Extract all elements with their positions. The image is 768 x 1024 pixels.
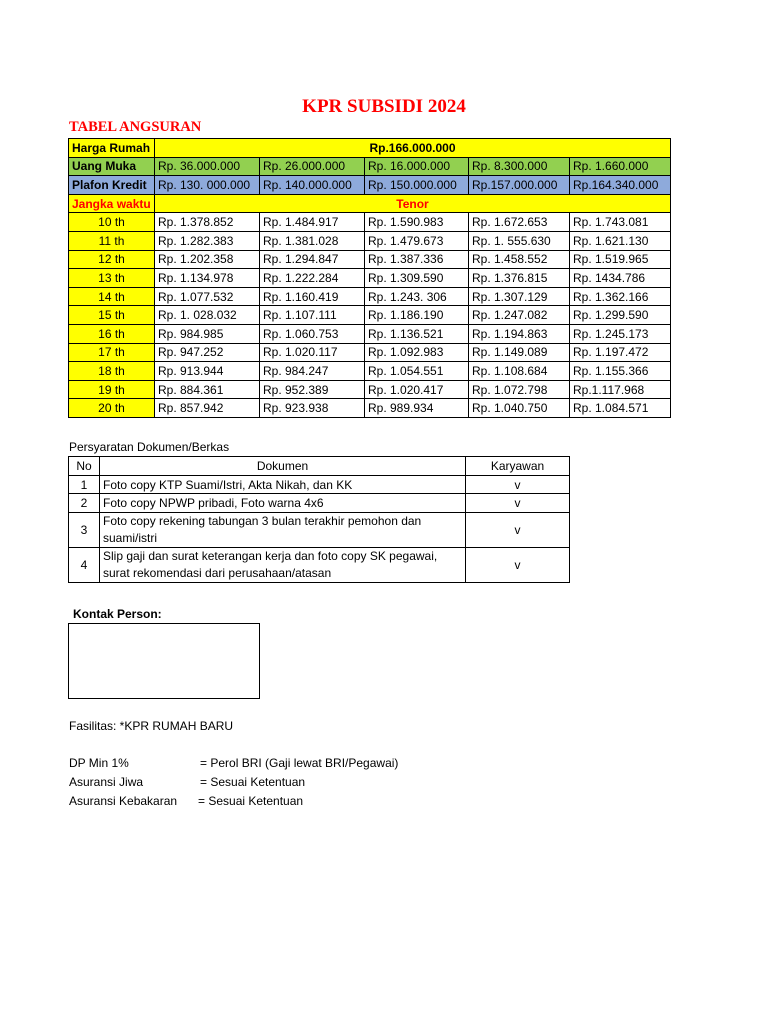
- angsuran-cell: Rp. 984.985: [155, 324, 260, 343]
- angsuran-cell: Rp. 1.040.750: [469, 399, 570, 418]
- plafon-cell: Rp. 150.000.000: [365, 176, 469, 195]
- fasilitas-item-value: = Sesuai Ketentuan: [200, 775, 306, 789]
- tenor-term: 18 th: [69, 362, 155, 381]
- angsuran-cell: Rp. 1.155.366: [570, 362, 671, 381]
- angsuran-cell: Rp. 1.294.847: [260, 250, 365, 269]
- dokumen-no: 2: [69, 494, 100, 513]
- angsuran-cell: Rp. 1.484.917: [260, 213, 365, 232]
- tenor-row: [69, 250, 671, 269]
- angsuran-cell: Rp. 1434.786: [570, 269, 671, 288]
- tenor-row: [69, 269, 671, 288]
- fasilitas-item-value: = Sesuai Ketentuan: [198, 794, 304, 808]
- dokumen-no: 3: [69, 513, 100, 548]
- angsuran-cell: Rp. 1.077.532: [155, 287, 260, 306]
- angsuran-cell: Rp. 1.621.130: [570, 231, 671, 250]
- angsuran-cell: Rp. 1.307.129: [469, 287, 570, 306]
- angsuran-body: [69, 213, 671, 418]
- dokumen-header-row: [69, 457, 570, 476]
- angsuran-cell: Rp. 1.479.673: [365, 231, 469, 250]
- plafon-cell: Rp. 140.000.000: [260, 176, 365, 195]
- dokumen-row: [69, 494, 570, 513]
- angsuran-cell: Rp. 1.149.089: [469, 343, 570, 362]
- angsuran-cell: Rp. 913.944: [155, 362, 260, 381]
- uang-muka-cell: Rp. 1.660.000: [570, 157, 671, 176]
- angsuran-cell: Rp. 1.282.383: [155, 231, 260, 250]
- jangka-row: [69, 194, 671, 213]
- angsuran-cell: Rp. 1.072.798: [469, 380, 570, 399]
- angsuran-cell: Rp. 1.247.082: [469, 306, 570, 325]
- dokumen-text: Foto copy rekening tabungan 3 bulan terakhir pemohon dan suami/istri: [100, 513, 466, 548]
- harga-rumah-label: Harga Rumah: [69, 139, 155, 158]
- tenor-term: 14 th: [69, 287, 155, 306]
- plafon-cell: Rp. 130. 000.000: [155, 176, 260, 195]
- plafon-label: Plafon Kredit: [69, 176, 155, 195]
- angsuran-cell: Rp. 1.054.551: [365, 362, 469, 381]
- angsuran-cell: Rp. 1.134.978: [155, 269, 260, 288]
- tenor-row: [69, 343, 671, 362]
- angsuran-cell: Rp. 1.186.190: [365, 306, 469, 325]
- dokumen-row: [69, 475, 570, 494]
- angsuran-cell: Rp. 1.084.571: [570, 399, 671, 418]
- angsuran-cell: Rp. 984.247: [260, 362, 365, 381]
- angsuran-cell: Rp. 1. 028.032: [155, 306, 260, 325]
- header-no: No: [69, 457, 100, 476]
- plafon-row: [69, 176, 671, 195]
- tenor-row: [69, 306, 671, 325]
- kontak-title: Kontak Person:: [73, 607, 162, 621]
- dokumen-text: Slip gaji dan surat keterangan kerja dan foto copy SK pegawai, surat rekomendasi dari perusahaan/atasan: [100, 548, 466, 583]
- tenor-term: 11 th: [69, 231, 155, 250]
- header-karyawan: Karyawan: [466, 457, 570, 476]
- angsuran-cell: Rp. 923.938: [260, 399, 365, 418]
- angsuran-cell: Rp. 1.743.081: [570, 213, 671, 232]
- angsuran-cell: Rp. 1.020.117: [260, 343, 365, 362]
- dokumen-no: 4: [69, 548, 100, 583]
- fasilitas-item-value: = Perol BRI (Gaji lewat BRI/Pegawai): [200, 756, 399, 770]
- angsuran-cell: Rp. 1.309.590: [365, 269, 469, 288]
- tenor-term: 19 th: [69, 380, 155, 399]
- angsuran-cell: Rp. 1.197.472: [570, 343, 671, 362]
- angsuran-cell: Rp. 1.458.552: [469, 250, 570, 269]
- angsuran-cell: Rp. 1.136.521: [365, 324, 469, 343]
- tenor-row: [69, 362, 671, 381]
- angsuran-cell: Rp. 1. 555.630: [469, 231, 570, 250]
- dokumen-row: [69, 513, 570, 548]
- tenor-label: Tenor: [155, 194, 671, 213]
- angsuran-cell: Rp. 1.020.417: [365, 380, 469, 399]
- dokumen-text: Foto copy NPWP pribadi, Foto warna 4x6: [100, 494, 466, 513]
- plafon-cell: Rp.164.340.000: [570, 176, 671, 195]
- dokumen-text: Foto copy KTP Suami/Istri, Akta Nikah, dan KK: [100, 475, 466, 494]
- uang-muka-row: [69, 157, 671, 176]
- angsuran-cell: Rp. 1.107.111: [260, 306, 365, 325]
- fasilitas-item-label: DP Min 1%: [69, 756, 129, 770]
- angsuran-cell: Rp. 1.672.653: [469, 213, 570, 232]
- tenor-term: 20 th: [69, 399, 155, 418]
- angsuran-cell: Rp. 989.934: [365, 399, 469, 418]
- angsuran-cell: Rp. 1.381.028: [260, 231, 365, 250]
- dokumen-no: 1: [69, 475, 100, 494]
- angsuran-cell: Rp. 1.519.965: [570, 250, 671, 269]
- dokumen-row: [69, 548, 570, 583]
- angsuran-cell: Rp. 1.362.166: [570, 287, 671, 306]
- page-title: KPR SUBSIDI 2024: [302, 96, 466, 117]
- harga-rumah-value: Rp.166.000.000: [155, 139, 671, 158]
- uang-muka-cell: Rp. 26.000.000: [260, 157, 365, 176]
- angsuran-cell: Rp. 1.387.336: [365, 250, 469, 269]
- angsuran-cell: Rp. 1.194.863: [469, 324, 570, 343]
- fasilitas-item-label: Asuransi Jiwa: [69, 775, 144, 789]
- tenor-term: 16 th: [69, 324, 155, 343]
- header-dokumen: Dokumen: [100, 457, 466, 476]
- angsuran-cell: Rp. 1.060.753: [260, 324, 365, 343]
- fasilitas-item-label: Asuransi Kebakaran: [69, 794, 178, 808]
- angsuran-cell: Rp. 1.202.358: [155, 250, 260, 269]
- dokumen-check: v: [466, 548, 570, 583]
- tenor-term: 10 th: [69, 213, 155, 232]
- dokumen-table: [68, 456, 570, 583]
- tenor-row: [69, 213, 671, 232]
- plafon-cell: Rp.157.000.000: [469, 176, 570, 195]
- tenor-term: 12 th: [69, 250, 155, 269]
- angsuran-cell: Rp. 857.942: [155, 399, 260, 418]
- fasilitas-line: Fasilitas: *KPR RUMAH BARU: [69, 719, 234, 733]
- tenor-term: 13 th: [69, 269, 155, 288]
- tenor-row: [69, 399, 671, 418]
- angsuran-cell: Rp. 1.108.684: [469, 362, 570, 381]
- angsuran-cell: Rp.1.117.968: [570, 380, 671, 399]
- kontak-box: [68, 623, 260, 699]
- angsuran-cell: Rp. 952.389: [260, 380, 365, 399]
- angsuran-cell: Rp. 1.243. 306: [365, 287, 469, 306]
- uang-muka-label: Uang Muka: [69, 157, 155, 176]
- angsuran-cell: Rp. 884.361: [155, 380, 260, 399]
- dokumen-check: v: [466, 494, 570, 513]
- table-subtitle: TABEL ANGSURAN: [69, 119, 202, 135]
- tenor-row: [69, 231, 671, 250]
- uang-muka-cell: Rp. 36.000.000: [155, 157, 260, 176]
- jangka-label: Jangka waktu: [69, 194, 155, 213]
- angsuran-cell: Rp. 1.590.983: [365, 213, 469, 232]
- tenor-term: 15 th: [69, 306, 155, 325]
- angsuran-table: [68, 138, 671, 418]
- tenor-row: [69, 324, 671, 343]
- uang-muka-cell: Rp. 16.000.000: [365, 157, 469, 176]
- uang-muka-cell: Rp. 8.300.000: [469, 157, 570, 176]
- angsuran-cell: Rp. 1.222.284: [260, 269, 365, 288]
- angsuran-cell: Rp. 1.245.173: [570, 324, 671, 343]
- tenor-row: [69, 287, 671, 306]
- angsuran-cell: Rp. 1.299.590: [570, 306, 671, 325]
- angsuran-cell: Rp. 947.252: [155, 343, 260, 362]
- angsuran-cell: Rp. 1.376.815: [469, 269, 570, 288]
- tenor-row: [69, 380, 671, 399]
- harga-rumah-row: [69, 139, 671, 158]
- persyaratan-title: Persyaratan Dokumen/Berkas: [69, 440, 230, 454]
- tenor-term: 17 th: [69, 343, 155, 362]
- angsuran-cell: Rp. 1.092.983: [365, 343, 469, 362]
- dokumen-check: v: [466, 513, 570, 548]
- dokumen-check: v: [466, 475, 570, 494]
- angsuran-cell: Rp. 1.160.419: [260, 287, 365, 306]
- angsuran-cell: Rp. 1.378.852: [155, 213, 260, 232]
